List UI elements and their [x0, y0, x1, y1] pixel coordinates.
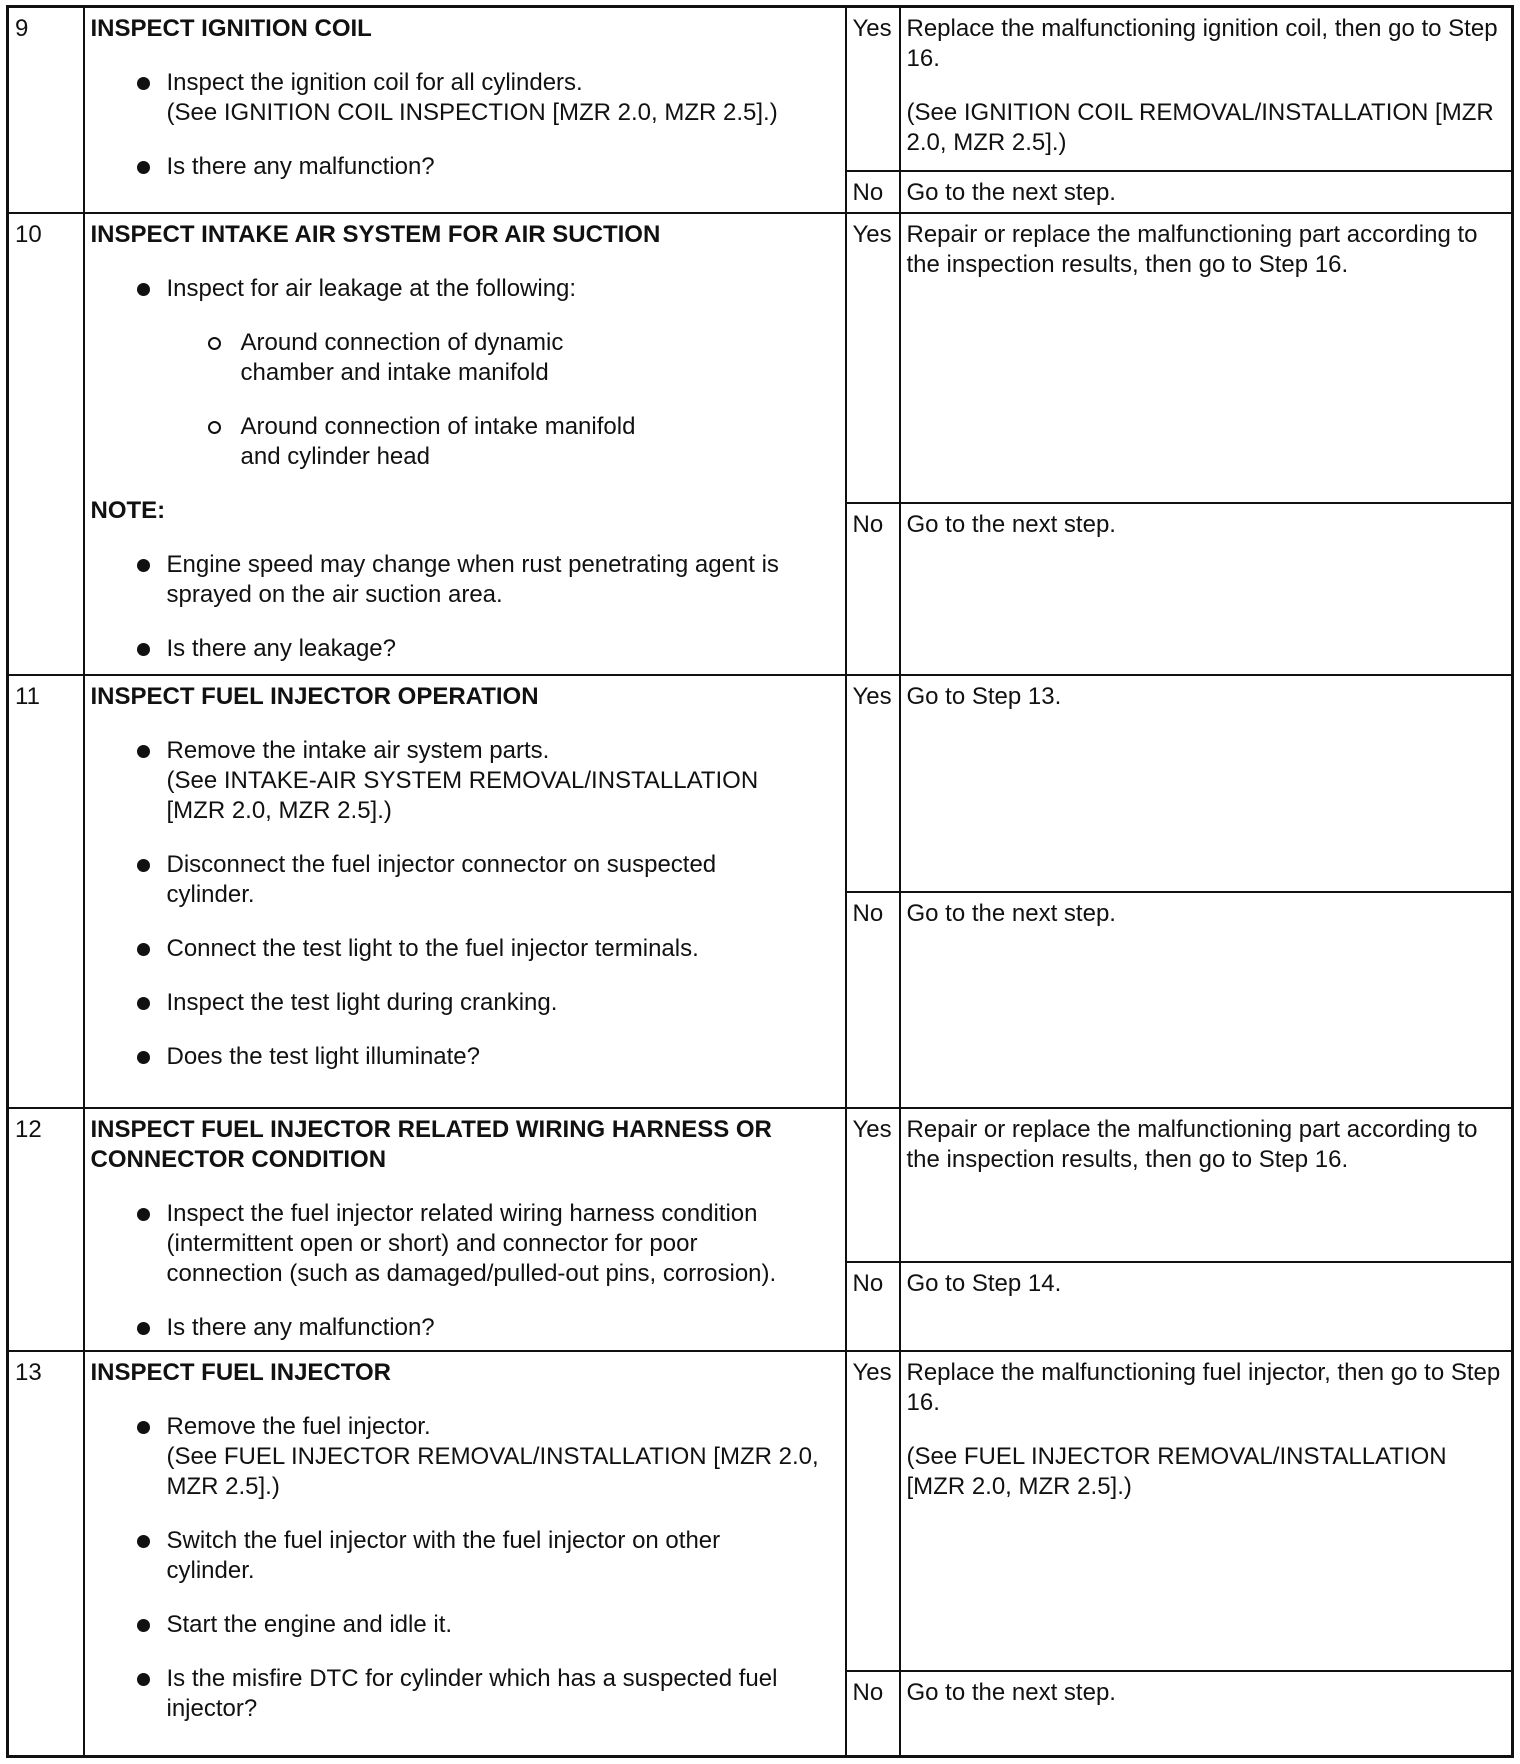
- bullet-item: Inspect the test light during cranking.: [91, 988, 839, 1018]
- step-number: 12: [8, 1108, 84, 1351]
- step-title: INSPECT FUEL INJECTOR: [90, 1358, 391, 1386]
- reference-link[interactable]: (See FUEL INJECTOR REMOVAL/INSTALLATION [MZR 2.0, MZR 2.5].): [166, 1442, 819, 1500]
- step-number: 10: [8, 213, 84, 675]
- sub-bullet-item: Around connection of intake manifold and cylinder head: [91, 412, 661, 472]
- no-action: [900, 1671, 1513, 1757]
- action-text: Replace the malfunctioning ignition coil, then go to Step 16.: [906, 15, 1498, 72]
- yes-label: Yes: [846, 1351, 900, 1671]
- reference-link[interactable]: (See FUEL INJECTOR REMOVAL/INSTALLATION [MZR 2.0, MZR 2.5].): [906, 1442, 1447, 1500]
- step-title: INSPECT IGNITION COIL: [90, 15, 372, 42]
- step-row-13: [8, 1351, 1513, 1671]
- step-content: [84, 1108, 846, 1351]
- step-content: [84, 1351, 846, 1757]
- step-content: [84, 675, 846, 1108]
- step-row-12: [8, 1108, 1513, 1262]
- bullet-item: Inspect the fuel injector related wiring harness condition (intermittent open or short) and connector for poor connection (such as damaged/pulled-out pins, corrosion).: [91, 1199, 807, 1289]
- step-content: [84, 213, 846, 675]
- no-label: No: [846, 503, 900, 675]
- action-text: Repair or replace the malfunctioning part according to the inspection results, then go to Step 16.: [906, 220, 1478, 278]
- bullet-item: Engine speed may change when rust penetrating agent is sprayed on the air suction area.: [91, 550, 839, 610]
- reference-link[interactable]: (See IGNITION COIL REMOVAL/INSTALLATION [MZR 2.0, MZR 2.5].): [906, 99, 1494, 156]
- yes-action: [900, 1108, 1513, 1262]
- step-row-11: [8, 675, 1513, 892]
- bullet-item: Disconnect the fuel injector connector on suspected cylinder.: [91, 850, 787, 910]
- no-action: [900, 1262, 1513, 1351]
- action-text: Go to the next step.: [906, 899, 1116, 927]
- troubleshooting-table: [6, 5, 1514, 1758]
- bullet-item: Inspect for air leakage at the following:: [91, 274, 839, 304]
- reference-link[interactable]: (See INTAKE-AIR SYSTEM REMOVAL/INSTALLATION [MZR 2.0, MZR 2.5].): [166, 766, 759, 824]
- step-title: INSPECT FUEL INJECTOR OPERATION: [90, 682, 539, 710]
- action-text: Go to Step 13.: [906, 682, 1062, 710]
- note-label: NOTE:: [90, 496, 166, 524]
- step-row-9: [8, 7, 1513, 171]
- yes-action: [900, 213, 1513, 503]
- no-action: [900, 171, 1513, 213]
- action-text: Go to the next step.: [906, 510, 1116, 538]
- action-text: Go to the next step.: [906, 178, 1116, 206]
- step-number: 13: [8, 1351, 84, 1757]
- no-label: No: [846, 171, 900, 213]
- step-number: 11: [8, 675, 84, 1108]
- action-text: Repair or replace the malfunctioning part according to the inspection results, then go to Step 16.: [906, 1115, 1478, 1173]
- action-text: Replace the malfunctioning fuel injector, then go to Step 16.: [906, 1358, 1501, 1416]
- step-content: [84, 7, 846, 213]
- step-title: INSPECT INTAKE AIR SYSTEM FOR AIR SUCTION: [90, 220, 661, 248]
- step-row-10: [8, 213, 1513, 503]
- bullet-question: Does the test light illuminate?: [91, 1042, 839, 1072]
- bullet-question: Is there any leakage?: [91, 634, 839, 664]
- bullet-item: Connect the test light to the fuel injector terminals.: [91, 934, 839, 964]
- no-action: [900, 503, 1513, 675]
- bullet-item: Start the engine and idle it.: [91, 1610, 839, 1640]
- step-title: INSPECT FUEL INJECTOR RELATED WIRING HARNESS OR CONNECTOR CONDITION: [90, 1115, 772, 1173]
- no-action: [900, 892, 1513, 1108]
- bullet-item: Inspect the ignition coil for all cylinders.: [91, 68, 839, 98]
- yes-action: [900, 7, 1513, 171]
- bullet-item: Remove the intake air system parts.: [91, 736, 839, 766]
- no-label: No: [846, 1262, 900, 1351]
- reference-link[interactable]: (See IGNITION COIL INSPECTION [MZR 2.0, MZR 2.5].): [166, 99, 778, 126]
- bullet-item: Remove the fuel injector.: [91, 1412, 839, 1442]
- action-text: Go to the next step.: [906, 1678, 1116, 1706]
- action-text: Go to Step 14.: [906, 1269, 1062, 1297]
- bullet-question: Is the misfire DTC for cylinder which has a suspected fuel injector?: [91, 1664, 839, 1724]
- yes-label: Yes: [846, 213, 900, 503]
- yes-label: Yes: [846, 7, 900, 171]
- yes-label: Yes: [846, 675, 900, 892]
- bullet-question: Is there any malfunction?: [91, 152, 839, 182]
- yes-label: Yes: [846, 1108, 900, 1262]
- bullet-item: Switch the fuel injector with the fuel injector on other cylinder.: [91, 1526, 787, 1586]
- yes-action: [900, 1351, 1513, 1671]
- bullet-question: Is there any malfunction?: [91, 1313, 839, 1343]
- step-number: 9: [8, 7, 84, 213]
- sub-bullet-item: Around connection of dynamic chamber and intake manifold: [91, 328, 661, 388]
- no-label: No: [846, 1671, 900, 1757]
- yes-action: [900, 675, 1513, 892]
- no-label: No: [846, 892, 900, 1108]
